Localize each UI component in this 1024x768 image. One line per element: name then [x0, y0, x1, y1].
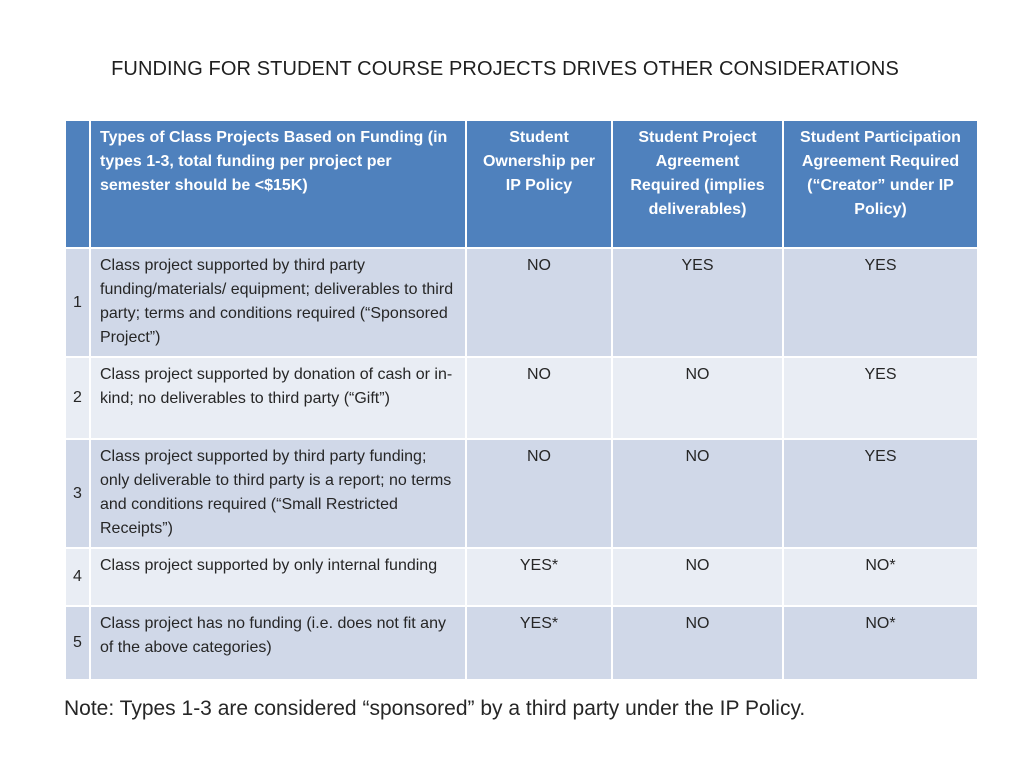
slide-title: FUNDING FOR STUDENT COURSE PROJECTS DRIVES OTHER CONSIDERATIONS: [111, 58, 899, 80]
row-agreement: NO: [612, 357, 783, 439]
header-student-ownership: Student Ownership per IP Policy: [466, 120, 612, 248]
row-agreement: YES: [612, 248, 783, 357]
row-ownership: YES*: [466, 606, 612, 680]
row-ownership: NO: [466, 439, 612, 548]
row-number: 3: [65, 439, 90, 548]
row-description: Class project supported by only internal funding: [90, 548, 466, 606]
row-ownership: NO: [466, 248, 612, 357]
row-participation: YES: [783, 248, 978, 357]
table-row: [65, 606, 978, 680]
row-number: 1: [65, 248, 90, 357]
row-description: Class project supported by third party funding; only deliverable to third party is a report; no terms and conditions required (“Small Restricted Receipts”): [90, 439, 466, 548]
row-agreement: NO: [612, 606, 783, 680]
row-description: Class project has no funding (i.e. does not fit any of the above categories): [90, 606, 466, 680]
row-participation: YES: [783, 439, 978, 548]
row-number: 2: [65, 357, 90, 439]
row-number: 4: [65, 548, 90, 606]
row-participation: NO*: [783, 606, 978, 680]
row-participation: YES: [783, 357, 978, 439]
table-row: [65, 357, 978, 439]
table-row: [65, 248, 978, 357]
table-row: [65, 439, 978, 548]
row-description: Class project supported by third party funding/materials/ equipment; deliverables to third party; terms and conditions required (“Sponsored Project”): [90, 248, 466, 357]
row-ownership: NO: [466, 357, 612, 439]
table-header-row: [65, 120, 978, 248]
header-participation-agreement: Student Participation Agreement Required (“Creator” under IP Policy): [783, 120, 978, 248]
row-agreement: NO: [612, 548, 783, 606]
header-number: [65, 120, 90, 248]
header-project-type: Types of Class Projects Based on Funding (in types 1-3, total funding per project per semester should be <$15K): [90, 120, 466, 248]
row-participation: NO*: [783, 548, 978, 606]
header-project-agreement: Student Project Agreement Required (implies deliverables): [612, 120, 783, 248]
funding-table: [64, 119, 979, 681]
row-ownership: YES*: [466, 548, 612, 606]
footnote: Note: Types 1-3 are considered “sponsored” by a third party under the IP Policy.: [64, 697, 806, 720]
row-number: 5: [65, 606, 90, 680]
table-row: [65, 548, 978, 606]
row-description: Class project supported by donation of cash or in-kind; no deliverables to third party (“Gift”): [90, 357, 466, 439]
row-agreement: NO: [612, 439, 783, 548]
